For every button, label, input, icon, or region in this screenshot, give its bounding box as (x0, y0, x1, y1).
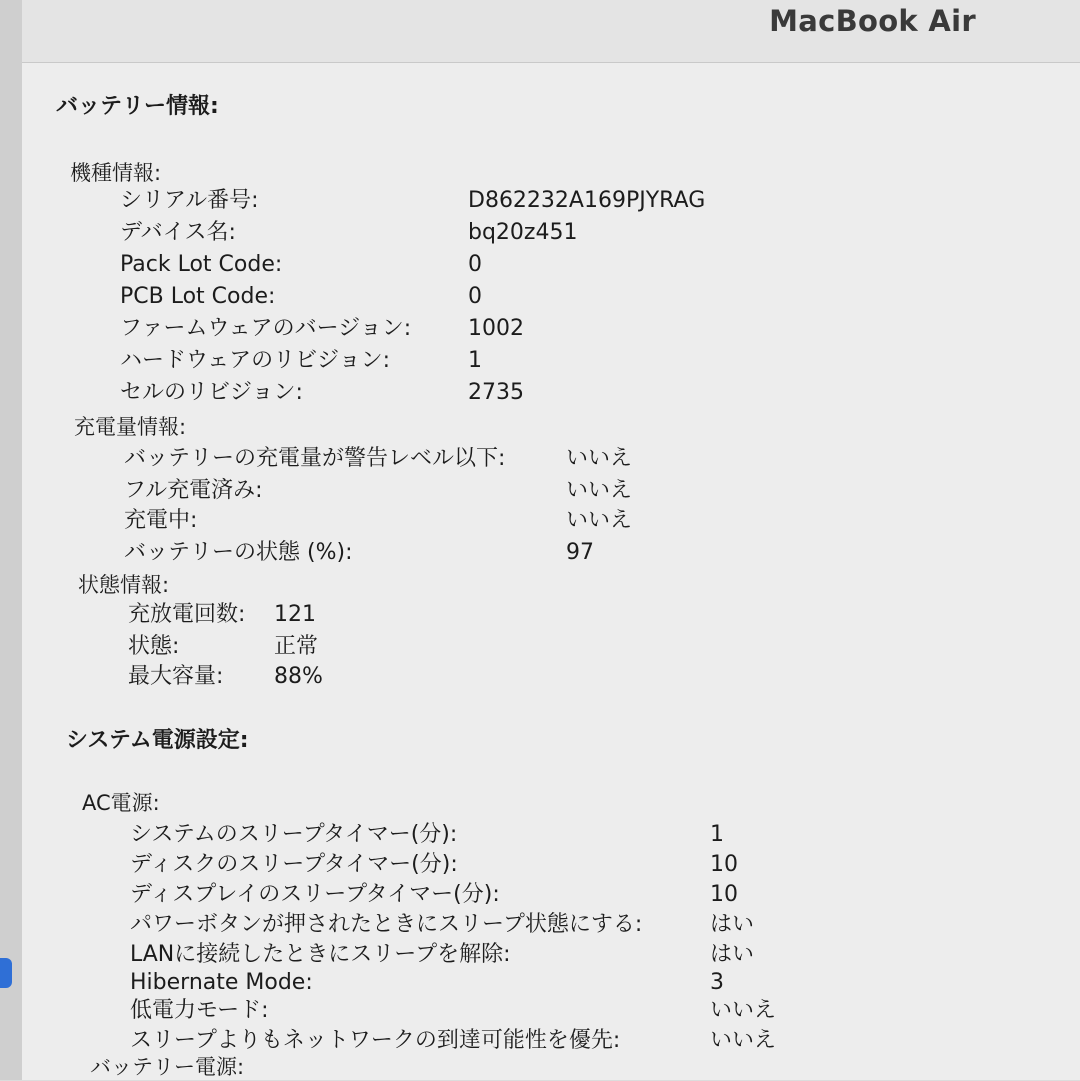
pcb-lot-code-value: 0 (468, 284, 482, 309)
charging-value: いいえ (566, 508, 633, 533)
disk-sleep-timer-value: 10 (710, 852, 738, 877)
ac-power-heading: AC電源: (82, 791, 160, 815)
battery-state-value: 97 (566, 540, 594, 565)
system-report-content (22, 63, 1080, 1080)
power-settings-heading: システム電源設定: (66, 728, 249, 753)
display-sleep-timer-label: ディスプレイのスリープタイマー(分): (130, 882, 500, 907)
condition-value: 正常 (274, 634, 319, 659)
charge-warning-value: いいえ (566, 446, 633, 471)
cycle-count-label: 充放電回数: (128, 602, 246, 627)
network-priority-label: スリープよりもネットワークの到達可能性を優先: (130, 1028, 621, 1053)
cycle-count-value: 121 (274, 602, 316, 627)
battery-info-heading: バッテリー情報: (56, 94, 219, 119)
device-name-value: bq20z451 (468, 220, 578, 245)
fully-charged-value: いいえ (566, 478, 633, 503)
firmware-version-label: ファームウェアのバージョン: (120, 316, 412, 341)
title-bar (22, 0, 1080, 63)
sidebar-edge (0, 0, 22, 1080)
charging-label: 充電中: (124, 508, 198, 533)
pack-lot-code-label: Pack Lot Code: (120, 252, 283, 277)
system-sleep-timer-value: 1 (710, 822, 724, 847)
cell-revision-value: 2735 (468, 380, 524, 405)
hardware-revision-value: 1 (468, 348, 482, 373)
model-info-heading: 機種情報: (70, 161, 162, 185)
battery-power-heading: バッテリー電源: (90, 1055, 245, 1079)
low-power-mode-label: 低電力モード: (130, 998, 269, 1023)
cell-revision-label: セルのリビジョン: (120, 380, 303, 405)
fully-charged-label: フル充電済み: (124, 478, 263, 503)
sidebar-scroll-handle[interactable] (0, 958, 12, 988)
device-name-label: デバイス名: (120, 220, 236, 245)
pcb-lot-code-label: PCB Lot Code: (120, 284, 276, 309)
display-sleep-timer-value: 10 (710, 882, 738, 907)
hibernate-mode-value: 3 (710, 970, 724, 995)
power-button-sleep-label: パワーボタンが押されたときにスリープ状態にする: (130, 912, 643, 937)
charge-warning-label: バッテリーの充電量が警告レベル以下: (124, 446, 506, 471)
power-button-sleep-value: はい (710, 912, 755, 937)
hibernate-mode-label: Hibernate Mode: (130, 970, 313, 995)
condition-label: 状態: (128, 634, 180, 659)
serial-number-value: D862232A169PJYRAG (468, 188, 706, 213)
system-sleep-timer-label: システムのスリープタイマー(分): (130, 822, 458, 847)
pack-lot-code-value: 0 (468, 252, 482, 277)
wake-on-lan-label: LANに接続したときにスリープを解除: (130, 942, 511, 967)
health-info-heading: 状態情報: (78, 573, 170, 597)
wake-on-lan-value: はい (710, 942, 755, 967)
window-title: MacBook Air (769, 4, 976, 38)
max-capacity-value: 88% (274, 664, 323, 689)
serial-number-label: シリアル番号: (120, 188, 259, 213)
low-power-mode-value: いいえ (710, 998, 777, 1023)
disk-sleep-timer-label: ディスクのスリープタイマー(分): (130, 852, 458, 877)
charge-info-heading: 充電量情報: (74, 415, 187, 439)
firmware-version-value: 1002 (468, 316, 524, 341)
network-priority-value: いいえ (710, 1028, 777, 1053)
max-capacity-label: 最大容量: (128, 664, 224, 689)
hardware-revision-label: ハードウェアのリビジョン: (120, 348, 391, 373)
battery-state-label: バッテリーの状態 (%): (124, 540, 353, 565)
